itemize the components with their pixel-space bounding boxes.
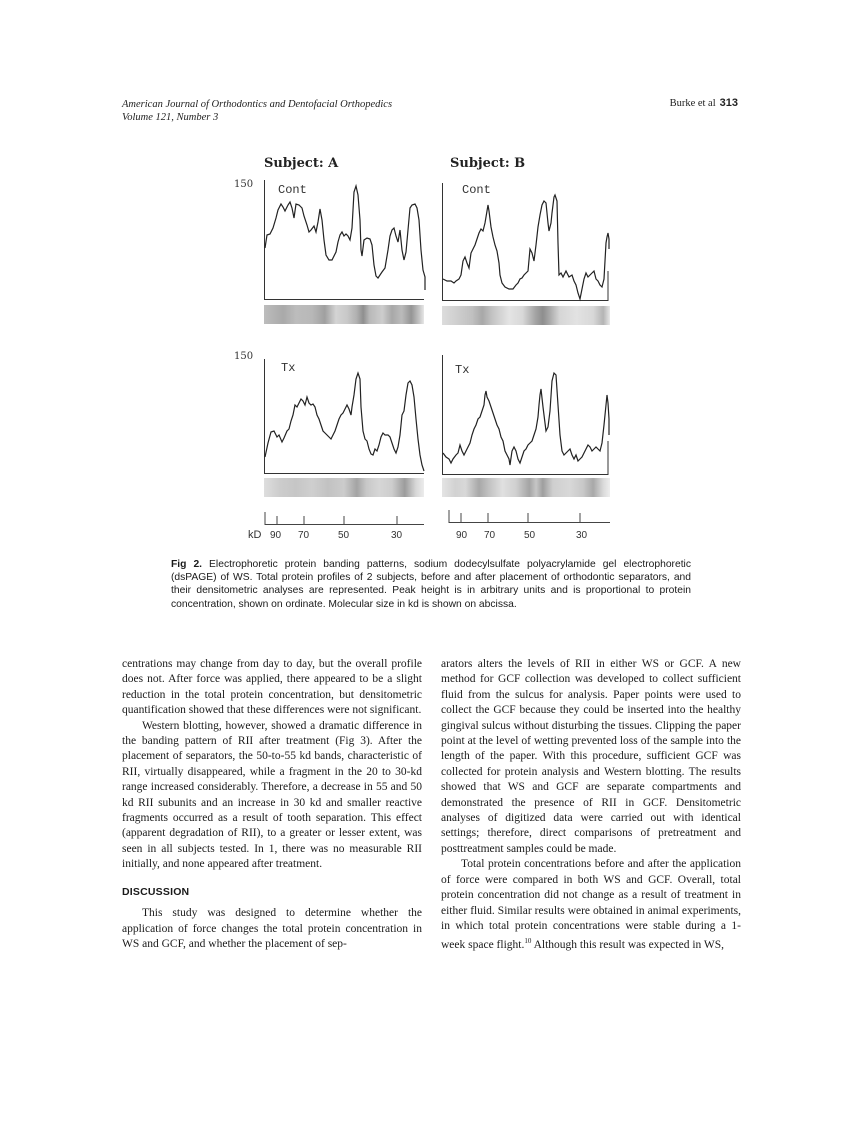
paragraph: Western blotting, however, showed a dramatic difference in the banding pattern of RII after treatment (Fig 3). After the placement of separators, the 50-to-55 kd bands, characteristic of RII, virtually disappeared, while a fragment in the 20 to 30-kd range increased considerably. Therefore, a decrease in 55 and 50 kd RII subunits and an increase in 30 kd and smaller reactive fragments occurred as a result of tooth separation. This effect (apparent degradation of RII), to a greater or lesser extent, was seen in all subjects tested. In 1, there was no measurable RII initially, and none appeared after treatment. bbox=[122, 719, 422, 871]
gel-strip-b-cont bbox=[442, 306, 610, 325]
panel-label-b-tx: Tx bbox=[455, 363, 470, 377]
subject-a-title: Subject: A bbox=[264, 156, 339, 171]
x-tick-b-90: 90 bbox=[456, 530, 468, 541]
paragraph: arators alters the levels of RII in either WS or GCF. A new method for GCF collection was developed to collect sufficient fluid from the sulcus for analysis. Paper points were used to collect the GCF because they could be inserted into the healthy gingival sulcus without disturbing the tissues. Clipping the paper point at the level of wetting prevented loss of the sample into the length of the paper. With this procedure, sufficient GCF was collected for protein analysis and Western blotting. The results showed that WS and GCF are separate compartments and demonstrated the presence of RII in GCF. Densitometric analyses of digitized data were carried out with identical settings; therefore, direct comparisons of pretreatment and posttreatment samples could be made. bbox=[441, 658, 741, 855]
volume-number: Volume 121, Number 3 bbox=[122, 112, 219, 123]
x-tick-b-50: 50 bbox=[524, 530, 536, 541]
chart-b-cont bbox=[442, 183, 610, 303]
paragraph-text: Total protein concentrations before and after the application of force were compared in both WS and GCF. Overall, total protein concentration did not change as a result of treatment in either fluid. Similar results were obtained in animal experiments, in which total protein concentrations were stable during a 1-week space flight. bbox=[441, 858, 741, 952]
caption-label: Fig 2. bbox=[171, 559, 203, 570]
x-tick-b-70: 70 bbox=[484, 530, 496, 541]
chart-a-tx bbox=[264, 359, 426, 477]
section-heading-discussion: DISCUSSION bbox=[122, 885, 190, 898]
paragraph-text: Although this result was expected in WS, bbox=[531, 939, 725, 952]
x-axis-scale-a bbox=[264, 512, 426, 526]
body-right-column bbox=[441, 657, 741, 954]
x-tick-b-30: 30 bbox=[576, 530, 588, 541]
panel-label-a-tx: Tx bbox=[281, 361, 296, 375]
gel-strip-a-tx bbox=[264, 478, 424, 497]
panel-label-a-cont: Cont bbox=[278, 183, 307, 197]
y-axis-max-label-bottom: 150 bbox=[234, 351, 254, 362]
chart-a-cont bbox=[264, 180, 426, 302]
x-tick-a-50: 50 bbox=[338, 530, 350, 541]
x-tick-a-30: 30 bbox=[391, 530, 403, 541]
running-head bbox=[122, 98, 392, 124]
page-number: 313 bbox=[719, 97, 738, 109]
gel-strip-a-cont bbox=[264, 305, 424, 324]
journal-title: American Journal of Orthodontics and Dentofacial Orthopedics bbox=[122, 99, 393, 110]
page-header-right bbox=[670, 97, 738, 109]
x-axis-scale-b bbox=[448, 510, 612, 524]
y-axis-max-label-top: 150 bbox=[234, 179, 254, 190]
gel-strip-b-tx bbox=[442, 478, 610, 497]
figure-caption bbox=[171, 558, 691, 611]
x-axis-unit: kD bbox=[248, 529, 262, 541]
authors: Burke et al bbox=[669, 98, 716, 109]
paragraph: centrations may change from day to day, but the overall profile does not. After force was applied, there appeared to be a slight reduction in the total protein concentration, but densitometric quantification showed that these differences were not significant. bbox=[122, 658, 422, 717]
x-tick-a-90: 90 bbox=[270, 530, 282, 541]
x-tick-a-70: 70 bbox=[298, 530, 310, 541]
panel-label-b-cont: Cont bbox=[462, 183, 491, 197]
body-left-column bbox=[122, 657, 422, 952]
paragraph: This study was designed to determine whether the application of force changes the total protein concentration in WS and GCF, and whether the placement of sep- bbox=[122, 907, 422, 950]
chart-b-tx bbox=[442, 355, 610, 477]
paragraph bbox=[441, 857, 741, 953]
caption-text: Electrophoretic protein banding patterns, sodium dodecylsulfate polyacrylamide gel electrophoretic (dsPAGE) of WS. Total protein profiles of 2 subjects, before and after placement of orthodontic separators, and their densitometric analyses are represented. Peak height is in arbitrary units and is proportional to protein concentration, shown on ordinate. Molecular size in kd is shown on abcissa. bbox=[171, 559, 691, 610]
subject-b-title: Subject: B bbox=[450, 156, 526, 171]
reference-superscript[interactable]: 10 bbox=[524, 937, 532, 946]
